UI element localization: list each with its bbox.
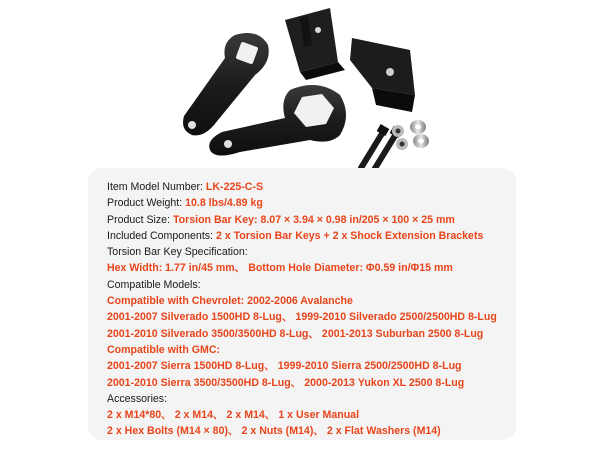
product-image	[0, 0, 600, 175]
spec-size-row	[107, 212, 587, 228]
chevrolet-line-1: 2001-2007 Silverado 1500HD 8-Lug、 1999-2010 Silverado 2500/2500HD 8-Lug	[107, 311, 497, 324]
accessories-line-1: 2 x M14*80、 2 x M14、 2 x M14、 1 x User Manual	[107, 409, 360, 422]
key-spec-value: Hex Width: 1.77 in/45 mm、 Bottom Hole Diameter: Φ0.59 in/Φ15 mm	[107, 262, 453, 275]
gmc-heading: Compatible with GMC:	[107, 343, 220, 356]
size-value: Torsion Bar Key: 8.07 × 3.94 × 0.98 in/205 × 100 × 25 mm	[172, 213, 455, 226]
accessories-line-2: 2 x Hex Bolts (M14 × 80)、 2 x Nuts (M14)、 2 x Flat Washers (M14)	[107, 425, 441, 438]
gmc-line-1: 2001-2007 Sierra 1500HD 8-Lug、 1999-2010 Sierra 2500/2500HD 8-Lug	[107, 360, 462, 373]
components-value: 2 x Torsion Bar Keys + 2 x Shock Extension Brackets	[215, 229, 484, 242]
flat-washers	[410, 120, 429, 148]
model-label: Item Model Number:	[107, 181, 206, 193]
models-label: Compatible Models:	[107, 278, 201, 291]
chevrolet-line-2: 2001-2010 Silverado 3500/3500HD 8-Lug、 2001-2013 Suburban 2500 8-Lug	[107, 327, 484, 340]
shock-extension-bracket-tall	[285, 8, 345, 80]
model-value: LK-225-C-S	[205, 181, 264, 193]
components-label: Included Components:	[107, 229, 216, 242]
accessories-label: Accessories:	[107, 392, 168, 405]
spec-components-row	[107, 228, 587, 244]
spec-list	[107, 179, 587, 440]
spec-weight-row	[107, 195, 587, 211]
shock-extension-bracket-angled	[350, 38, 415, 112]
size-label: Product Size:	[107, 213, 173, 226]
chevrolet-heading: Compatible with Chevrolet: 2002-2006 Avalanche	[107, 295, 353, 308]
weight-label: Product Weight:	[107, 197, 186, 210]
key-spec-label: Torsion Bar Key Specification:	[107, 246, 248, 259]
weight-value: 10.8 lbs/4.89 kg	[185, 197, 263, 210]
torsion-bar-key-upper	[183, 33, 269, 135]
spec-model-row	[107, 179, 587, 195]
gmc-line-2: 2001-2010 Sierra 3500/3500HD 8-Lug、 2000-2013 Yukon XL 2500 8-Lug	[107, 376, 465, 389]
